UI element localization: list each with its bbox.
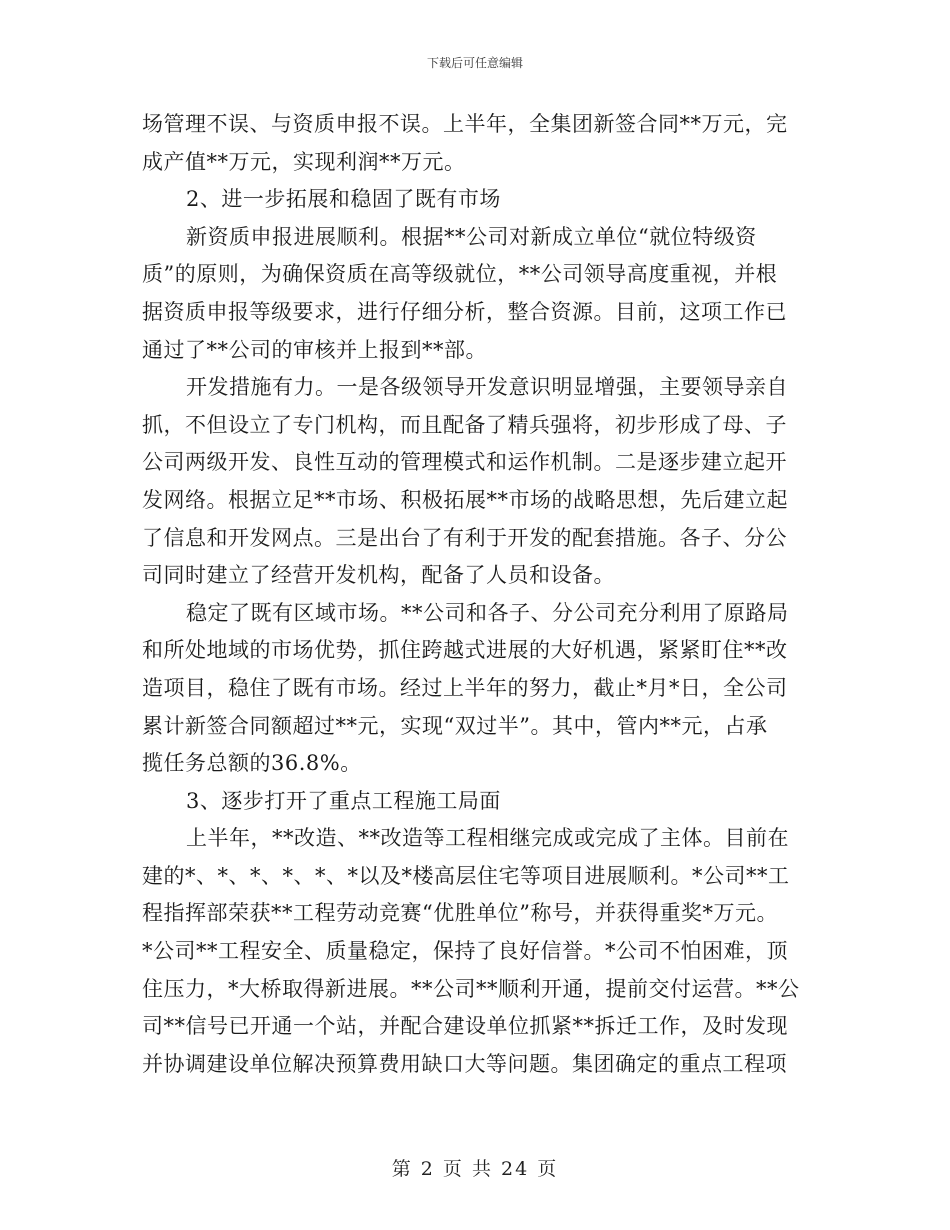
text-line: 发网络。根据立足**市场、积极拓展**市场的战略思想，先后建立起 (142, 487, 788, 512)
text-line: 上半年，**改造、**改造等工程相继完成或完成了主体。目前在 (186, 826, 789, 851)
text-line: 公司两级开发、良性互动的管理模式和运作机制。二是逐步建立起开 (142, 450, 787, 475)
text-line: 开发措施有力。一是各级领导开发意识明显增强，主要领导亲自 (186, 375, 788, 400)
text-line: 建的*、*、*、*、*、*以及*楼高层住宅等项目进展顺利。*公司**工 (142, 863, 790, 888)
text-line: 稳定了既有区域市场。**公司和各子、分公司充分利用了原路局 (186, 600, 789, 625)
text-line: 了信息和开发网点。三是出台了有利于开发的配套措施。各子、分公 (142, 525, 787, 550)
text-line: 场管理不误、与资质申报不误。上半年，全集团新签合同**万元，完 (142, 112, 788, 136)
text-line: 造项目，稳住了既有市场。经过上半年的努力，截止*月*日，全公司 (142, 675, 788, 700)
text-line: 司同时建立了经营开发机构，配备了人员和设备。 (142, 563, 615, 588)
page-number: 第 2 页 共 24 页 (391, 1158, 559, 1180)
text-line: 和所处地域的市场优势，抓住跨越式进展的大好机遇，紧紧盯住**改 (142, 638, 788, 663)
text-line: 成产值**万元，实现利润**万元。 (142, 149, 466, 174)
body-text (142, 106, 802, 1083)
section-heading: 2、进一步拓展和稳固了既有市场 (186, 187, 501, 212)
text-line: 并协调建设单位解决预算费用缺口大等问题。集团确定的重点工程项 (142, 1051, 787, 1076)
text-line: 司**信号已开通一个站，并配合建设单位抓紧**拆迁工作，及时发现 (142, 1014, 788, 1039)
header-note: 下载后可任意编辑 (426, 56, 523, 70)
text-line: *公司**工程安全、质量稳定，保持了良好信誉。*公司不怕困难，顶 (142, 939, 788, 964)
text-line: 累计新签合同额超过**元，实现“双过半”。其中，管内**元，占承 (142, 713, 768, 738)
text-line: 抓，不但设立了专门机构，而且配备了精兵强将，初步形成了母、子 (142, 412, 787, 437)
text-line: 揽任务总额的36.8%。 (142, 751, 362, 776)
text-line: 通过了**公司的审核并上报到**部。 (142, 337, 487, 362)
text-line: 质”的原则，为确保资质在高等级就位，**公司领导高度重视，并根 (142, 262, 778, 287)
section-heading: 3、逐步打开了重点工程施工局面 (186, 788, 501, 813)
text-line: 住压力，*大桥取得新进展。**公司**顺利开通，提前交付运营。**公 (142, 976, 800, 1001)
text-line: 程指挥部荣获**工程劳动竞赛“优胜单位”称号，并获得重奖*万元。 (142, 901, 778, 926)
text-line: 新资质申报进展顺利。根据**公司对新成立单位“就位特级资 (186, 224, 757, 249)
text-line: 据资质申报等级要求，进行仔细分析，整合资源。目前，这项工作已 (142, 299, 787, 324)
